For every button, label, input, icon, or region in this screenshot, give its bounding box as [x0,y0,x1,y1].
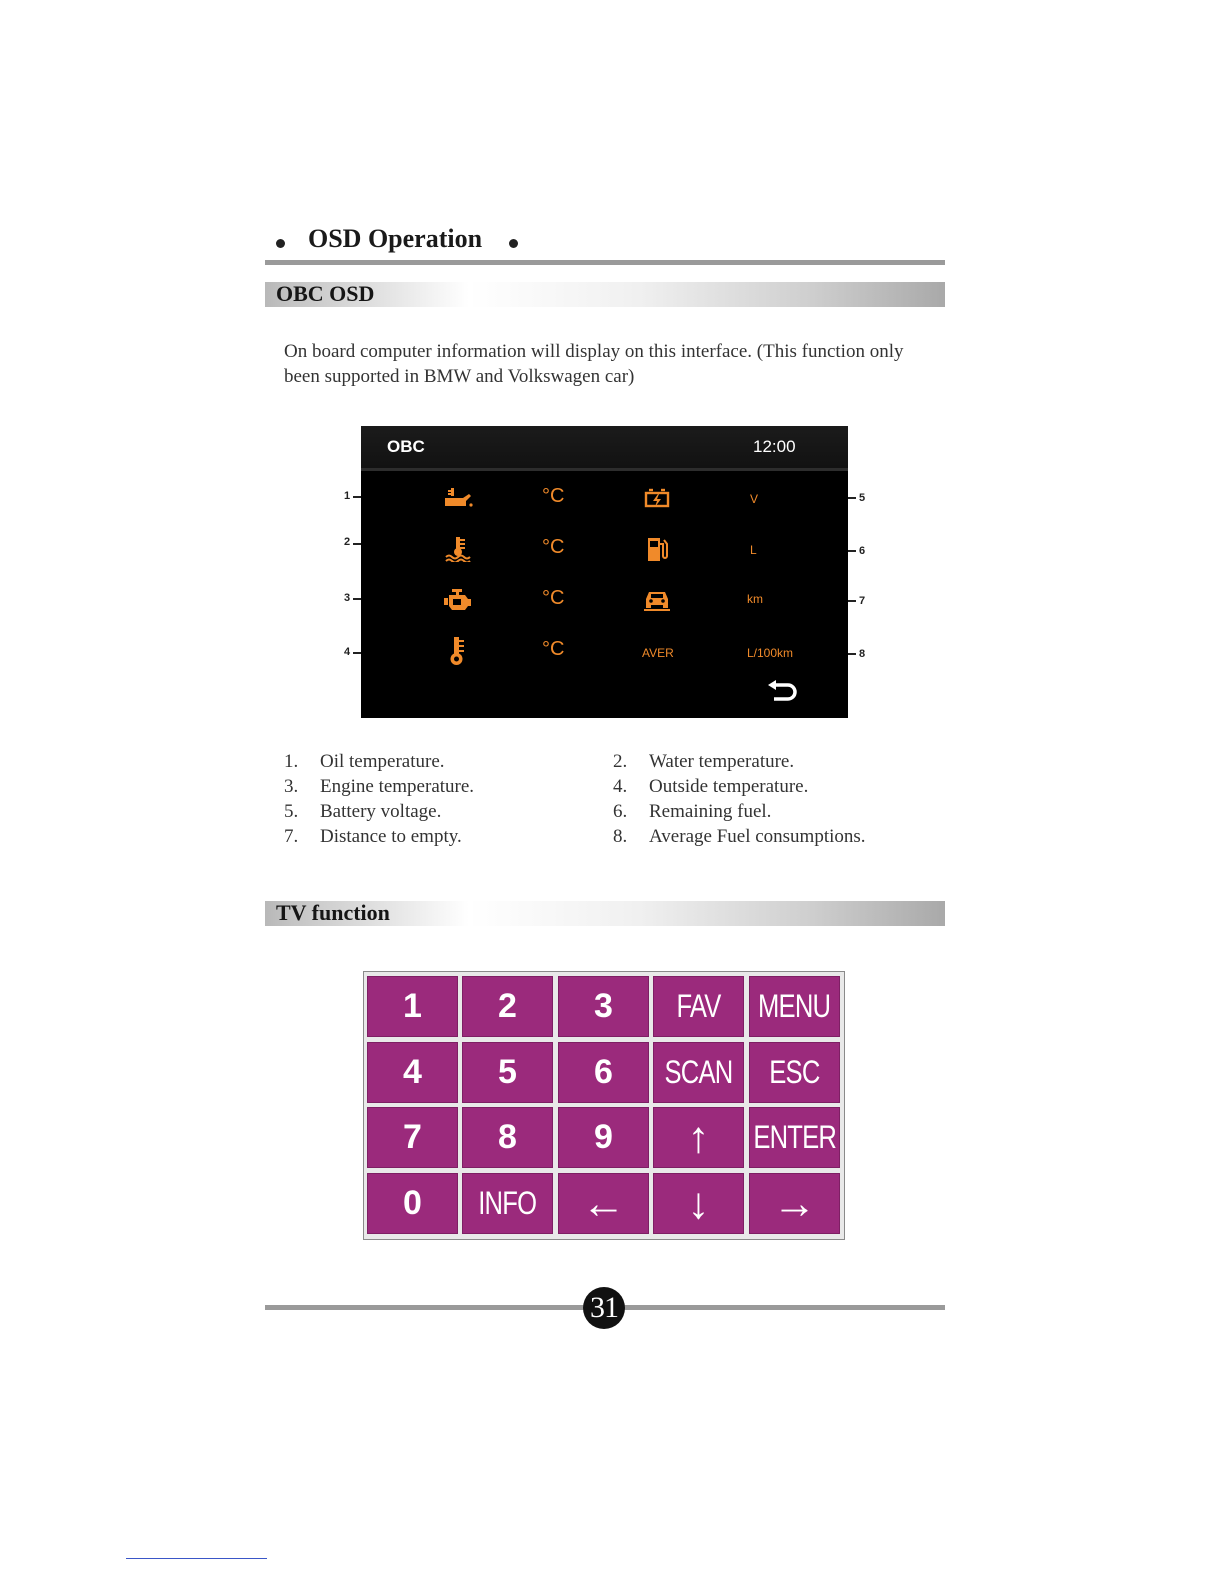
key-label: MENU [758,988,831,1024]
legend-text: Outside temperature. [649,776,809,797]
key-label: 5 [498,1053,517,1091]
heading-bullet-left-icon [276,239,285,248]
callout-tick-6 [848,550,856,552]
obc-screen-title: OBC [387,437,425,456]
oil-temperature-unit: °C [542,485,565,507]
legend-item [284,826,462,848]
footer-link-underline [126,1558,267,1559]
key-label: 4 [403,1053,422,1091]
tv-keypad [363,971,845,1240]
key-info[interactable] [462,1173,553,1234]
page-number: 31 [583,1287,625,1329]
callout-tick-1 [353,496,361,498]
legend-number: 8. [613,826,628,847]
key-6[interactable] [558,1042,649,1103]
key-label: ENTER [753,1119,836,1155]
callout-tick-3 [353,598,361,600]
key-enter[interactable] [749,1107,840,1168]
water-temperature-icon[interactable] [438,532,478,566]
key-3[interactable] [558,976,649,1037]
key-label: ESC [769,1054,820,1090]
legend-item [613,801,771,823]
tv-section-title: TV function [276,900,390,925]
key-label: 3 [594,987,613,1025]
average-label[interactable]: AVER [642,646,674,660]
legend-number: 7. [284,826,299,847]
battery-icon[interactable] [637,481,677,515]
key-label: INFO [478,1185,537,1221]
callout-2: 2 [344,536,351,548]
obc-screen-divider [361,468,848,471]
legend-item [613,826,866,848]
engine-temperature-unit: °C [542,587,565,609]
back-arrow-icon[interactable] [766,679,800,705]
arrow-down-icon: ↓ [687,1178,710,1228]
legend-item [284,801,441,823]
arrow-left-icon: ← [581,1178,626,1228]
remaining-fuel-unit: L [750,543,757,557]
legend-item [284,776,474,798]
key-label: 1 [403,987,422,1025]
legend-item [613,776,808,798]
key-left[interactable] [558,1173,649,1234]
legend-text: Water temperature. [649,751,795,772]
key-menu[interactable] [749,976,840,1037]
arrow-up-icon: ↑ [687,1112,710,1162]
fuel-pump-icon[interactable] [637,532,677,566]
obc-section-title: OBC OSD [276,281,375,306]
callout-tick-8 [848,653,856,655]
distance-to-empty-unit: km [747,592,763,606]
legend-text: Distance to empty. [320,826,462,847]
car-icon[interactable] [637,583,677,617]
key-up[interactable] [653,1107,744,1168]
legend-item [284,751,445,773]
legend-text: Oil temperature. [320,751,445,772]
obc-intro-text: On board computer information will display on this interface. (This function only been supported in BMW and Volkswagen car) [284,341,904,387]
heading-rule [265,260,945,265]
engine-icon[interactable] [438,583,478,617]
legend-text: Remaining fuel. [649,801,772,822]
legend-text: Engine temperature. [320,776,475,797]
key-9[interactable] [558,1107,649,1168]
callout-3: 3 [344,592,351,604]
key-5[interactable] [462,1042,553,1103]
legend-number: 5. [284,801,299,822]
callout-tick-4 [353,652,361,654]
heading-bullet-right-icon [509,239,518,248]
callout-tick-7 [848,600,856,602]
key-label: SCAN [664,1054,733,1090]
key-label: FAV [676,988,721,1024]
legend-number: 6. [613,801,628,822]
legend-text: Average Fuel consumptions. [649,826,866,847]
key-0[interactable] [367,1173,458,1234]
callout-5: 5 [859,492,866,504]
legend-number: 4. [613,776,628,797]
callout-tick-5 [848,497,856,499]
legend-number: 3. [284,776,299,797]
key-label: 8 [498,1118,517,1156]
legend-text: Battery voltage. [320,801,442,822]
average-fuel-unit: L/100km [747,646,794,660]
legend-number: 2. [613,751,628,772]
key-esc[interactable] [749,1042,840,1103]
key-2[interactable] [462,976,553,1037]
oil-temperature-icon[interactable] [438,481,478,515]
legend-number: 1. [284,751,299,772]
key-label: 7 [403,1118,422,1156]
key-label: 2 [498,987,517,1025]
outside-temperature-unit: °C [542,638,565,660]
callout-6: 6 [859,545,866,557]
arrow-right-icon: → [772,1178,817,1228]
key-4[interactable] [367,1042,458,1103]
key-scan[interactable] [653,1042,744,1103]
key-label: 0 [403,1184,422,1222]
obc-screen [361,426,848,718]
callout-tick-2 [353,543,361,545]
callout-7: 7 [859,595,866,607]
obc-screen-time: 12:00 [753,437,796,456]
thermometer-icon[interactable] [438,634,478,668]
callout-8: 8 [859,648,866,660]
page-heading: OSD Operation [308,224,483,253]
callout-1: 1 [344,490,351,502]
key-down[interactable] [653,1173,744,1234]
key-label: 9 [594,1118,613,1156]
key-right[interactable] [749,1173,840,1234]
key-8[interactable] [462,1107,553,1168]
key-7[interactable] [367,1107,458,1168]
key-1[interactable] [367,976,458,1037]
legend-item [613,751,794,773]
water-temperature-unit: °C [542,536,565,558]
key-label: 6 [594,1053,613,1091]
key-fav[interactable] [653,976,744,1037]
callout-4: 4 [344,646,351,658]
battery-voltage-unit: V [750,492,759,506]
